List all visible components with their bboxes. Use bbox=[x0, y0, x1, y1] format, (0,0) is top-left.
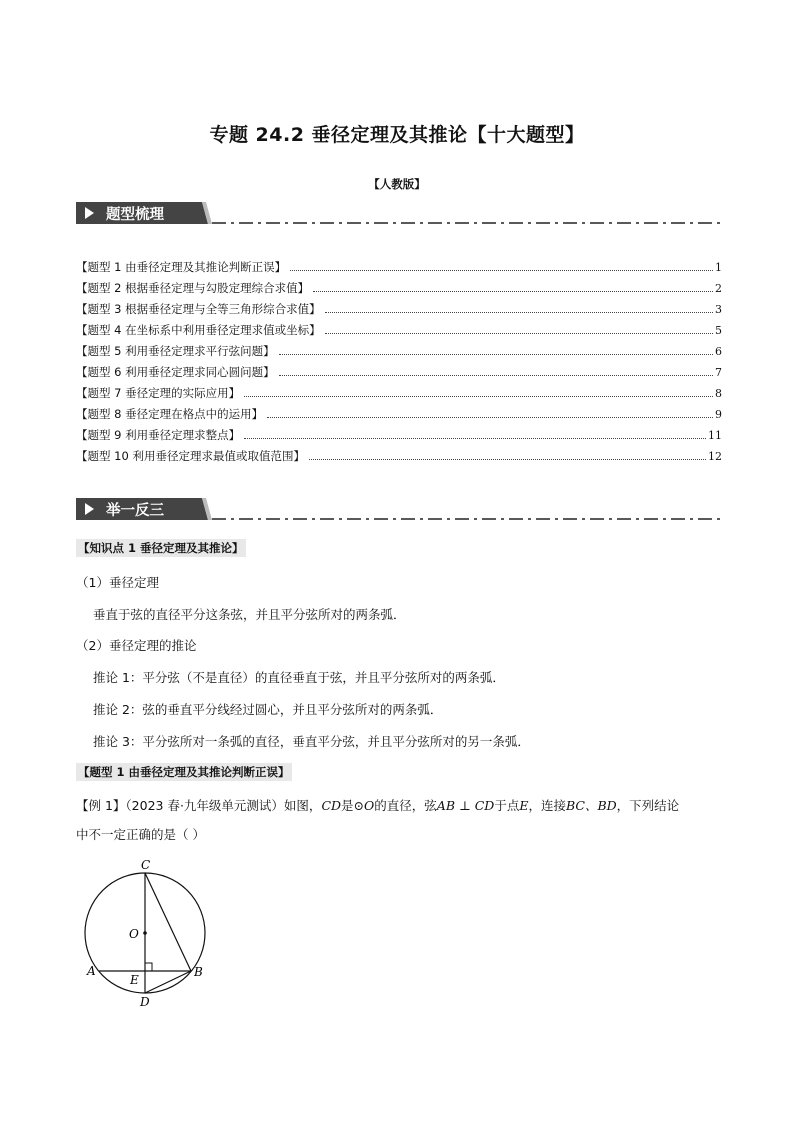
example1-is: 是 bbox=[341, 798, 354, 813]
toc-page-number: 3 bbox=[715, 303, 722, 316]
math-e: E bbox=[519, 798, 529, 813]
right-angle-mark bbox=[145, 963, 152, 971]
math-circle-o: ⊙O bbox=[353, 798, 375, 813]
segment-bd bbox=[145, 971, 191, 993]
toc-leader-dots bbox=[244, 395, 713, 397]
toc-page-number: 11 bbox=[708, 429, 722, 442]
toc-item[interactable] bbox=[76, 343, 722, 364]
toc-page-number: 6 bbox=[715, 345, 722, 358]
toc-item[interactable] bbox=[76, 301, 722, 322]
banner-graphic bbox=[76, 200, 722, 226]
label-b: B bbox=[194, 965, 203, 979]
corollary-2: 推论 2：弦的垂直平分线经过圆心，并且平分弦所对的两条弧． bbox=[93, 702, 443, 717]
toc-item-label: 【题型 9 利用垂径定理求整点】 bbox=[76, 428, 241, 442]
page-title: 专题 24.2 垂径定理及其推论【十大题型】 bbox=[209, 124, 585, 146]
knowledge-heading bbox=[76, 540, 246, 556]
banner-label: 题型梳理 bbox=[106, 207, 164, 223]
example1-at-point: 于点 bbox=[494, 798, 520, 813]
example1-connect: ，连接 bbox=[528, 798, 566, 813]
toc-item[interactable] bbox=[76, 259, 722, 280]
section-banner-examples bbox=[76, 496, 722, 522]
toc-item[interactable] bbox=[76, 406, 722, 427]
toc-page-number: 7 bbox=[715, 366, 722, 379]
corollary-1: 推论 1：平分弦（不是直径）的直径垂直于弦，并且平分弦所对的两条弧． bbox=[93, 670, 505, 685]
toc-item-label: 【题型 10 利用垂径定理求最值或取值范围】 bbox=[76, 449, 305, 463]
example1-line1 bbox=[76, 796, 679, 814]
toc-leader-dots bbox=[290, 269, 713, 271]
example1-prefix: 【例 1】（2023 春·九年级单元测试）如图， bbox=[76, 798, 322, 813]
section-banner-toc bbox=[76, 200, 722, 226]
knowledge-heading-text: 【知识点 1 垂径定理及其推论】 bbox=[78, 541, 244, 555]
label-d: D bbox=[140, 995, 150, 1009]
toc-page-number: 12 bbox=[708, 450, 722, 463]
table-of-contents bbox=[76, 259, 722, 469]
toc-item-label: 【题型 7 垂径定理的实际应用】 bbox=[76, 386, 241, 400]
toc-page-number: 2 bbox=[715, 282, 722, 295]
toc-leader-dots bbox=[279, 374, 713, 376]
toc-page-number: 9 bbox=[715, 408, 722, 421]
toc-item[interactable] bbox=[76, 385, 722, 406]
example1-diameter-chord: 的直径，弦 bbox=[374, 798, 437, 813]
math-cd: CD bbox=[321, 798, 342, 813]
toc-leader-dots bbox=[244, 437, 706, 439]
toc-item-label: 【题型 8 垂径定理在格点中的运用】 bbox=[76, 407, 264, 421]
item1-text: 垂直于弦的直径平分这条弦，并且平分弦所对的两条弧． bbox=[93, 607, 406, 622]
toc-item-label: 【题型 5 利用垂径定理求平行弦问题】 bbox=[76, 344, 275, 358]
toc-leader-dots bbox=[267, 416, 713, 418]
toc-item[interactable] bbox=[76, 322, 722, 343]
toc-leader-dots bbox=[279, 353, 713, 355]
math-bc-bd: BC、BD bbox=[565, 798, 617, 813]
toc-leader-dots bbox=[309, 458, 706, 460]
label-c: C bbox=[141, 858, 151, 872]
toc-page-number: 8 bbox=[715, 387, 722, 400]
toc-item-label: 【题型 1 由垂径定理及其推论判断正误】 bbox=[76, 260, 287, 274]
label-a: A bbox=[87, 964, 96, 978]
label-e: E bbox=[130, 973, 139, 987]
toc-item[interactable] bbox=[76, 280, 722, 301]
toc-item[interactable] bbox=[76, 427, 722, 448]
example1-line2: 中不一定正确的是（ ） bbox=[76, 827, 205, 842]
toc-leader-dots bbox=[325, 332, 713, 334]
math-ab-perp-cd: AB ⊥ CD bbox=[436, 798, 495, 813]
toc-item-label: 【题型 3 根据垂径定理与全等三角形综合求值】 bbox=[76, 302, 321, 316]
circle-diagram bbox=[78, 858, 228, 1018]
label-o: O bbox=[129, 927, 139, 941]
toc-item-label: 【题型 2 根据垂径定理与勾股定理综合求值】 bbox=[76, 281, 310, 295]
item2-title: （2）垂径定理的推论 bbox=[76, 638, 197, 653]
toc-item-label: 【题型 6 利用垂径定理求同心圆问题】 bbox=[76, 365, 275, 379]
toc-page-number: 5 bbox=[715, 324, 722, 337]
banner-label: 举一反三 bbox=[106, 503, 164, 519]
type1-heading bbox=[76, 764, 292, 780]
corollary-3: 推论 3：平分弦所对一条弧的直径，垂直平分弦，并且平分弦所对的另一条弧． bbox=[93, 734, 530, 749]
banner-graphic bbox=[76, 496, 722, 522]
toc-leader-dots bbox=[325, 311, 713, 313]
toc-item-label: 【题型 4 在坐标系中利用垂径定理求值或坐标】 bbox=[76, 323, 321, 337]
toc-item[interactable] bbox=[76, 448, 722, 469]
item1-title: （1）垂径定理 bbox=[76, 575, 159, 590]
center-point bbox=[143, 931, 147, 935]
toc-leader-dots bbox=[313, 290, 713, 292]
toc-page-number: 1 bbox=[715, 261, 722, 274]
type1-heading-text: 【题型 1 由垂径定理及其推论判断正误】 bbox=[78, 765, 290, 779]
edition-label: 【人教版】 bbox=[368, 177, 426, 191]
example1-suffix: ，下列结论 bbox=[616, 798, 680, 813]
toc-item[interactable] bbox=[76, 364, 722, 385]
